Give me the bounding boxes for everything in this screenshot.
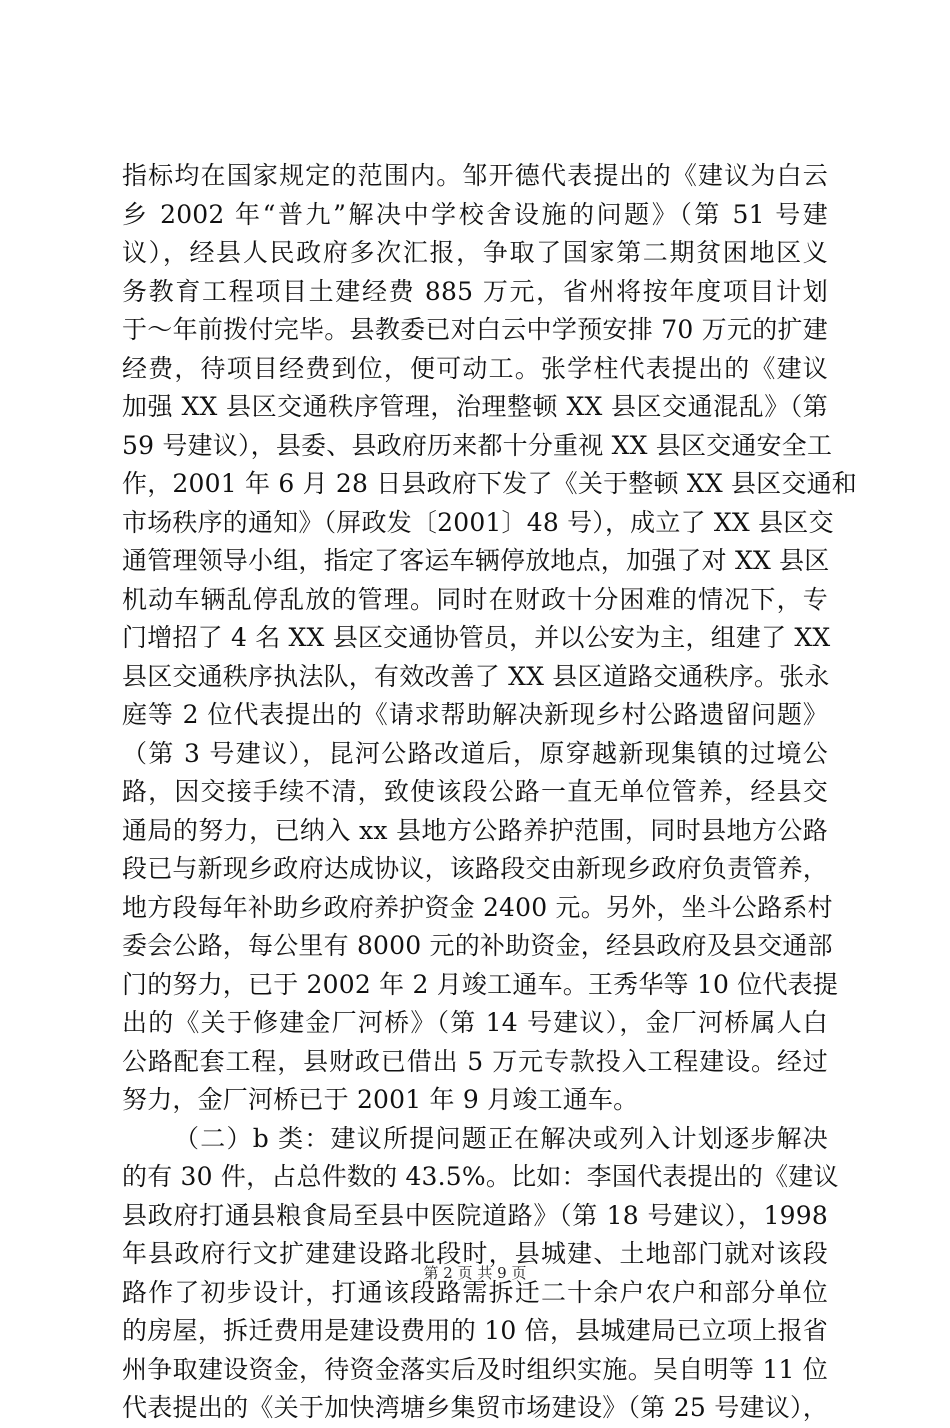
section-heading-line: （二）b 类：建议所提问题正在解决或列入计划逐步解决 <box>174 1123 828 1153</box>
text-line: （第 3 号建议），昆河公路改道后，原穿越新现集镇的过境公 <box>122 738 828 768</box>
text-line: 公路配套工程，县财政已借出 5 万元专款投入工程建设。经过 <box>122 1046 828 1076</box>
text-line: 门增招了 4 名 XX 县区交通协管员，并以公安为主，组建了 XX <box>122 623 831 652</box>
text-line: 段已与新现乡政府达成协议，该路段交由新现乡政府负责管养， <box>122 854 828 883</box>
page-footer <box>0 1263 950 1283</box>
text-line: 市场秩序的通知》（屏政发〔2001〕48 号），成立了 XX 县区交 <box>122 507 834 537</box>
text-line: 指标均在国家规定的范围内。邹开德代表提出的《建议为白云 <box>122 161 828 190</box>
text-line: 59 号建议），县委、县政府历来都十分重视 XX 县区交通安全工 <box>122 430 833 460</box>
text-line: 的有 30 件，占总件数的 43.5%。比如：李国代表提出的《建议 <box>122 1162 839 1191</box>
body-text <box>122 157 857 1428</box>
text-line: 通管理领导小组，指定了客运车辆停放地点，加强了对 XX 县区 <box>122 546 830 575</box>
text-line: 代表提出的《关于加快湾塘乡集贸市场建设》（第 25 号建议）， <box>122 1393 828 1422</box>
text-line: 经费，待项目经费到位，便可动工。张学柱代表提出的《建议 <box>122 353 828 383</box>
text-line: 县区交通秩序执法队，有效改善了 XX 县区道路交通秩序。张永 <box>122 661 830 691</box>
text-line: 年县政府行文扩建建设路北段时，县城建、土地部门就对该段 <box>122 1239 828 1268</box>
text-line: 州争取建设资金，待资金落实后及时组织实施。吴自明等 11 位 <box>122 1354 828 1384</box>
text-line: 通局的努力，已纳入 xx 县地方公路养护范围，同时县地方公路 <box>122 815 828 845</box>
text-line: 乡 2002 年“普九”解决中学校舍设施的问题》（第 51 号建 <box>122 199 828 229</box>
text-line: 庭等 2 位代表提出的《请求帮助解决新现乡村公路遗留问题》 <box>122 700 828 729</box>
text-line: 作，2001 年 6 月 28 日县政府下发了《关于整顿 XX 县区交通和 <box>122 469 857 498</box>
text-line: 努力，金厂河桥已于 2001 年 9 月竣工通车。 <box>122 1085 639 1114</box>
text-line: 地方段每年补助乡政府养护资金 2400 元。另外，坐斗公路系村 <box>122 892 833 922</box>
text-line: 出的《关于修建金厂河桥》（第 14 号建议），金厂河桥属人白 <box>122 1008 828 1037</box>
text-line: 的房屋，拆迁费用是建设费用的 10 倍，县城建局已立项上报省 <box>122 1316 828 1345</box>
text-line: 县政府打通县粮食局至县中医院道路》（第 18 号建议），1998 <box>122 1200 828 1230</box>
page-number: 第 2 页 共 9 页 <box>423 1264 527 1282</box>
text-line: 路，因交接手续不清，致使该段公路一直无单位管养，经县交 <box>122 777 828 806</box>
text-line: 机动车辆乱停乱放的管理。同时在财政十分困难的情况下，专 <box>122 584 828 614</box>
text-line: 务教育工程项目土建经费 885 万元，省州将按年度项目计划 <box>122 276 828 306</box>
text-line: 路作了初步设计，打通该段路需拆迁二十余户农户和部分单位 <box>122 1277 828 1307</box>
text-line: 于～年前拨付完毕。县教委已对白云中学预安排 70 万元的扩建 <box>122 315 828 344</box>
text-line: 门的努力，已于 2002 年 2 月竣工通车。王秀华等 10 位代表提 <box>122 969 839 999</box>
text-line: 加强 XX 县区交通秩序管理，治理整顿 XX 县区交通混乱》（第 <box>122 392 828 421</box>
text-line: 议），经县人民政府多次汇报，争取了国家第二期贫困地区义 <box>122 238 828 267</box>
text-line: 委会公路，每公里有 8000 元的补助资金，经县政府及县交通部 <box>122 931 833 960</box>
